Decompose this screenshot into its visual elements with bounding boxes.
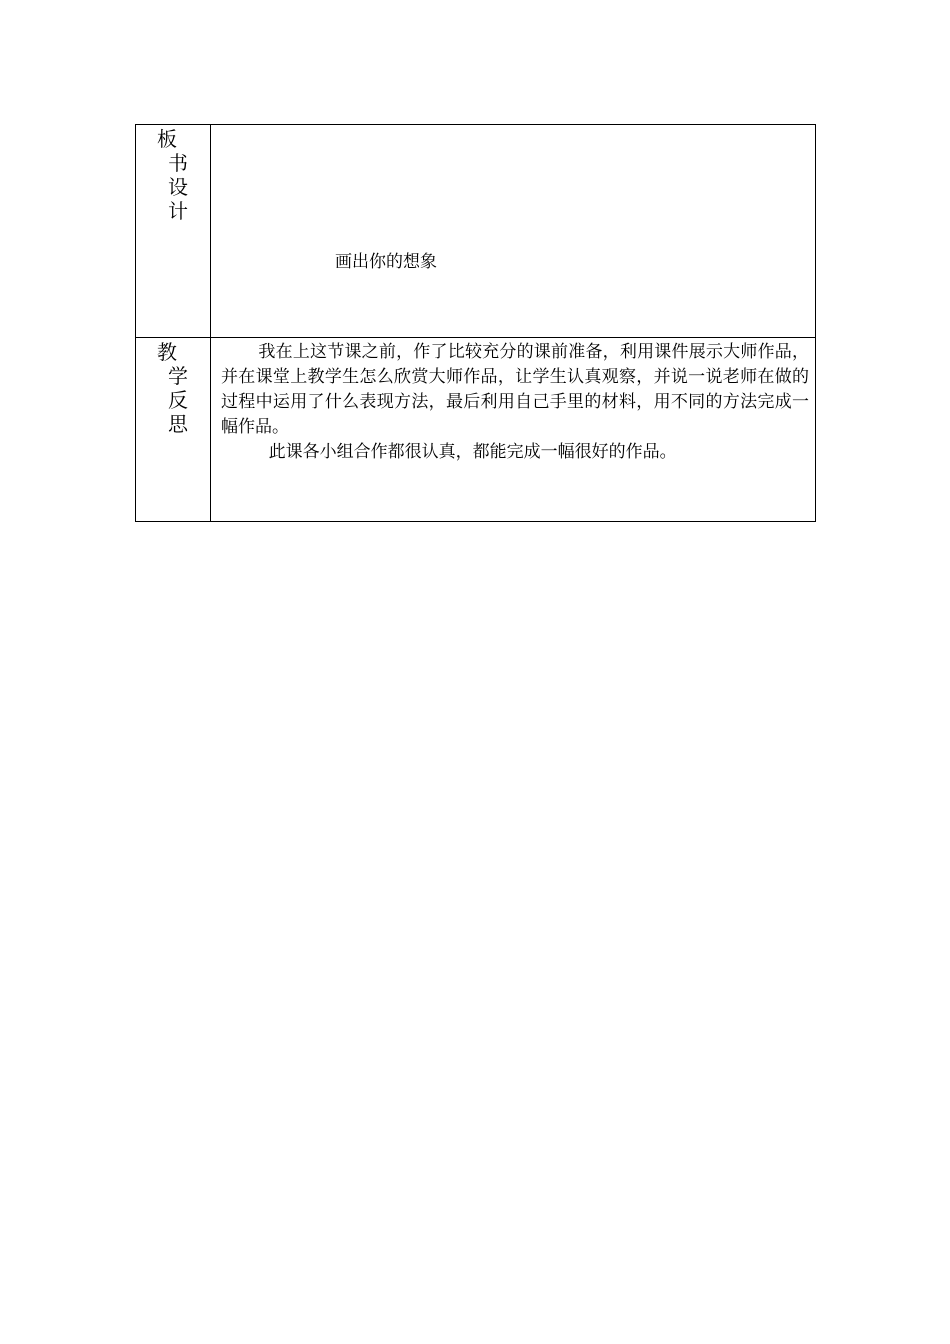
board-design-row [136,125,816,338]
label-char: 计 [168,199,188,223]
label-char: 学 [168,364,188,388]
board-design-title: 画出你的想象 [335,252,437,272]
teaching-reflection-content-cell [211,338,816,522]
reflection-paragraph: 我在上这节课之前，作了比较充分的课前准备，利用课件展示大师作品，并在课堂上教学生怎么欣赏大师作品，让学生认真观察，并说一说老师在做的过程中运用了什么表现方法，最后利用自己手里的材料，用不同的方法完成一幅作品。 [221,342,809,437]
label-char: 教 [157,340,177,364]
board-design-content-cell [211,125,816,338]
label-char: 书 [168,151,188,175]
label-char: 板 [157,127,177,151]
label-char: 思 [168,412,188,436]
teaching-reflection-row [136,338,816,522]
teaching-reflection-label-cell [136,338,211,522]
label-char: 反 [168,388,188,412]
lesson-plan-table [135,124,816,522]
board-design-label [136,125,210,223]
board-design-label-cell [136,125,211,338]
label-char: 设 [168,175,188,199]
reflection-paragraph: 此课各小组合作都很认真，都能完成一幅很好的作品。 [268,442,677,462]
teaching-reflection-label [136,338,210,436]
